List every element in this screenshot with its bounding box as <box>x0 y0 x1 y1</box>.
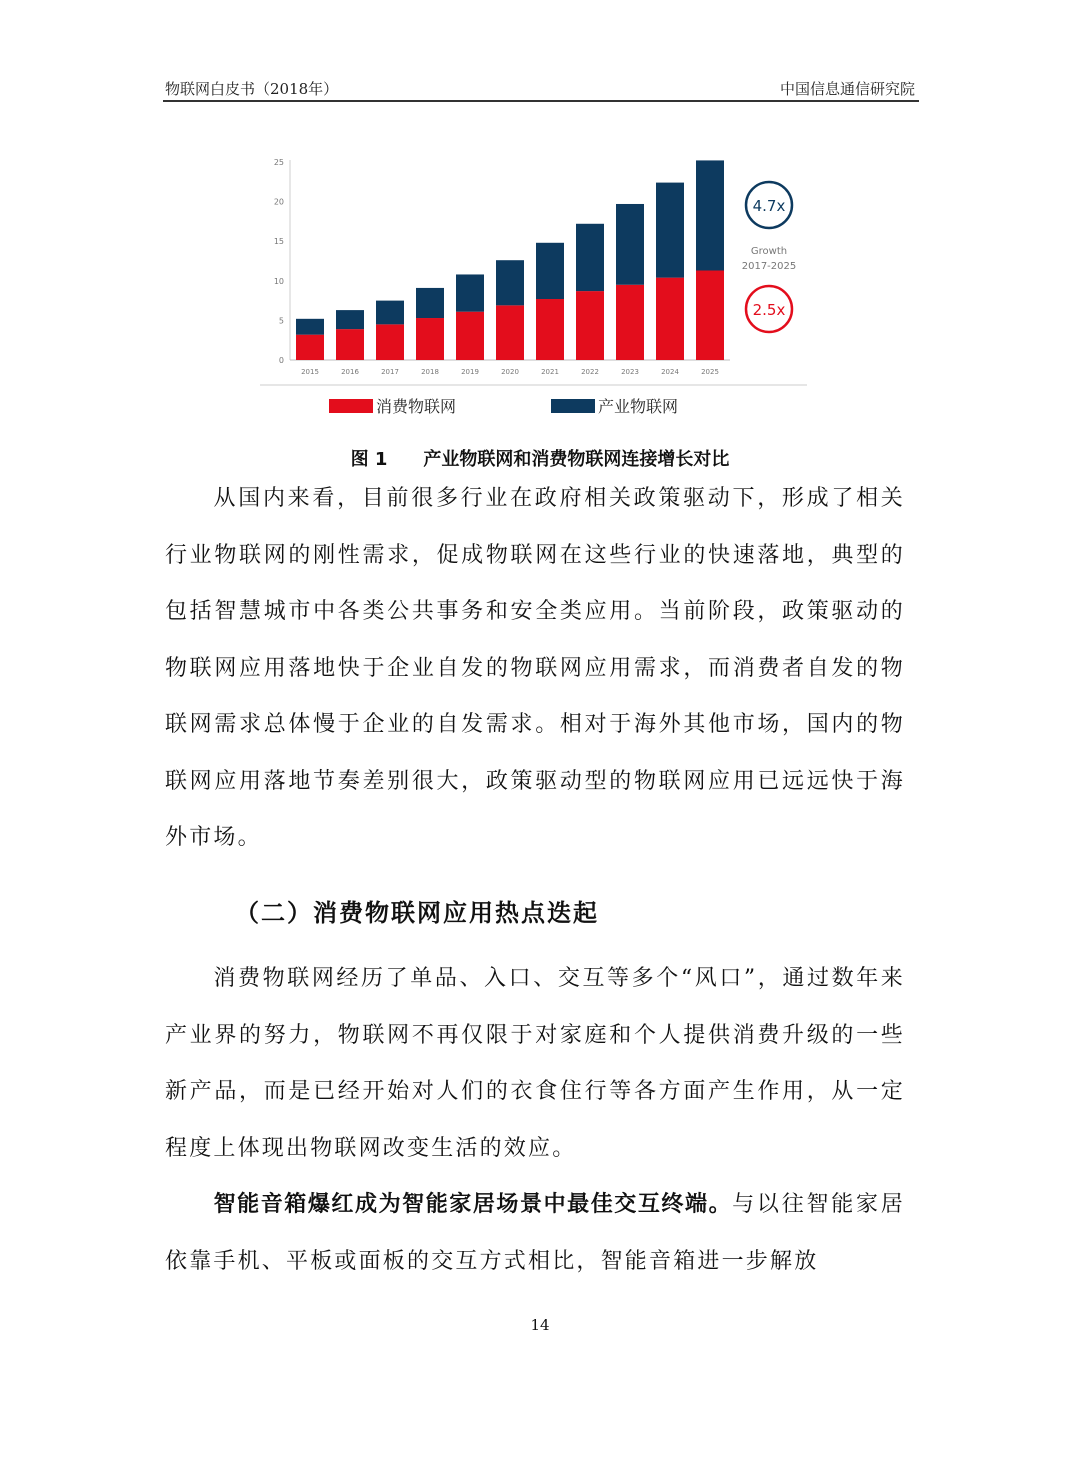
header-document-title: 物联网白皮书（2018年） <box>165 80 339 98</box>
section-heading: （二）消费物联网应用热点迭起 <box>235 899 599 927</box>
bar-industrial-iot <box>536 243 564 299</box>
bar-consumer-iot <box>376 324 404 360</box>
bar-consumer-iot <box>336 329 364 360</box>
bar-industrial-iot <box>616 204 644 285</box>
header-divider <box>163 100 919 102</box>
bar-consumer-iot <box>656 278 684 360</box>
legend-swatch-consumer <box>329 399 373 413</box>
x-tick-label: 2025 <box>701 368 719 376</box>
bar-consumer-iot <box>456 312 484 360</box>
figure-caption <box>0 445 1080 471</box>
bar-consumer-iot <box>496 305 524 360</box>
bar-industrial-iot <box>496 260 524 305</box>
bar-industrial-iot <box>456 274 484 311</box>
bar-consumer-iot <box>576 291 604 360</box>
growth-label: Growth <box>750 246 788 257</box>
bar-industrial-iot <box>576 224 604 291</box>
x-tick-label: 2015 <box>301 368 319 376</box>
x-tick-label: 2023 <box>621 368 639 376</box>
paragraph-smart-speaker-lead: 智能音箱爆红成为智能家居场景中最佳交互终端。 <box>213 1192 733 1217</box>
iot-connections-chart <box>255 145 815 435</box>
x-tick-label: 2019 <box>461 368 479 376</box>
bar-industrial-iot <box>416 288 444 318</box>
chart-svg <box>255 145 815 435</box>
paragraph-consumer-iot <box>165 951 905 1177</box>
y-tick-label: 25 <box>273 158 284 167</box>
x-tick-label: 2021 <box>541 368 559 376</box>
bar-consumer-iot <box>296 335 324 360</box>
bar-consumer-iot <box>536 299 564 360</box>
chart-background <box>255 145 815 435</box>
industrial-growth-label: 4.7x <box>752 197 786 215</box>
bar-industrial-iot <box>696 160 724 270</box>
figure-caption-text: 产业物联网和消费物联网连接增长对比 <box>423 449 730 470</box>
figure-number: 图 1 <box>350 449 388 470</box>
bar-industrial-iot <box>336 310 364 329</box>
paragraph-consumer-iot-text: 消费物联网经历了单品、入口、交互等多个“风口”，通过数年来产业界的努力，物联网不再仅限于对家庭和个人提供消费升级的一些新产品，而是已经开始对人们的衣食住行等各方面产生作用，从一定程度上体现出物联网改变生活的效应。 <box>165 966 905 1161</box>
paragraph-domestic-market-text: 从国内来看，目前很多行业在政府相关政策驱动下，形成了相关行业物联网的刚性需求，促成物联网在这些行业的快速落地，典型的包括智慧城市中各类公共事务和安全类应用。当前阶段，政策驱动的物联网应用落地快于企业自发的物联网应用需求，而消费者自发的物联网需求总体慢于企业的自发需求。相对于海外其他市场，国内的物联网应用落地节奏差别很大，政策驱动型的物联网应用已远远快于海外市场。 <box>165 486 905 850</box>
x-tick-label: 2020 <box>501 368 519 376</box>
legend-label-consumer: 消费物联网 <box>376 397 457 416</box>
y-tick-label: 0 <box>278 356 284 365</box>
y-tick-label: 20 <box>273 197 284 207</box>
bar-industrial-iot <box>656 183 684 278</box>
y-tick-label: 15 <box>273 237 284 247</box>
growth-period-label: 2017-2025 <box>741 261 797 272</box>
y-tick-label: 5 <box>278 316 284 326</box>
x-tick-label: 2022 <box>581 368 599 376</box>
page-number: 14 <box>530 1316 550 1334</box>
x-tick-label: 2018 <box>421 368 439 376</box>
paragraph-domestic-market <box>165 471 905 867</box>
paragraph-smart-speaker <box>165 1177 905 1290</box>
bar-consumer-iot <box>616 285 644 360</box>
paragraph-smart-speaker-text: 与以往智能家居依靠手机、平板或面板的交互方式相比，智能音箱进一步解放 <box>165 1192 905 1274</box>
legend-label-industrial: 产业物联网 <box>598 397 679 416</box>
y-tick-label: 10 <box>273 276 284 286</box>
x-tick-label: 2024 <box>661 368 679 376</box>
bar-consumer-iot <box>696 271 724 360</box>
x-tick-label: 2016 <box>341 368 359 376</box>
bar-industrial-iot <box>376 301 404 325</box>
consumer-growth-label: 2.5x <box>752 301 786 319</box>
bar-consumer-iot <box>416 318 444 360</box>
x-tick-label: 2017 <box>381 368 399 376</box>
bar-industrial-iot <box>296 319 324 335</box>
header-organization: 中国信息通信研究院 <box>779 80 915 98</box>
legend-swatch-industrial <box>551 399 595 413</box>
